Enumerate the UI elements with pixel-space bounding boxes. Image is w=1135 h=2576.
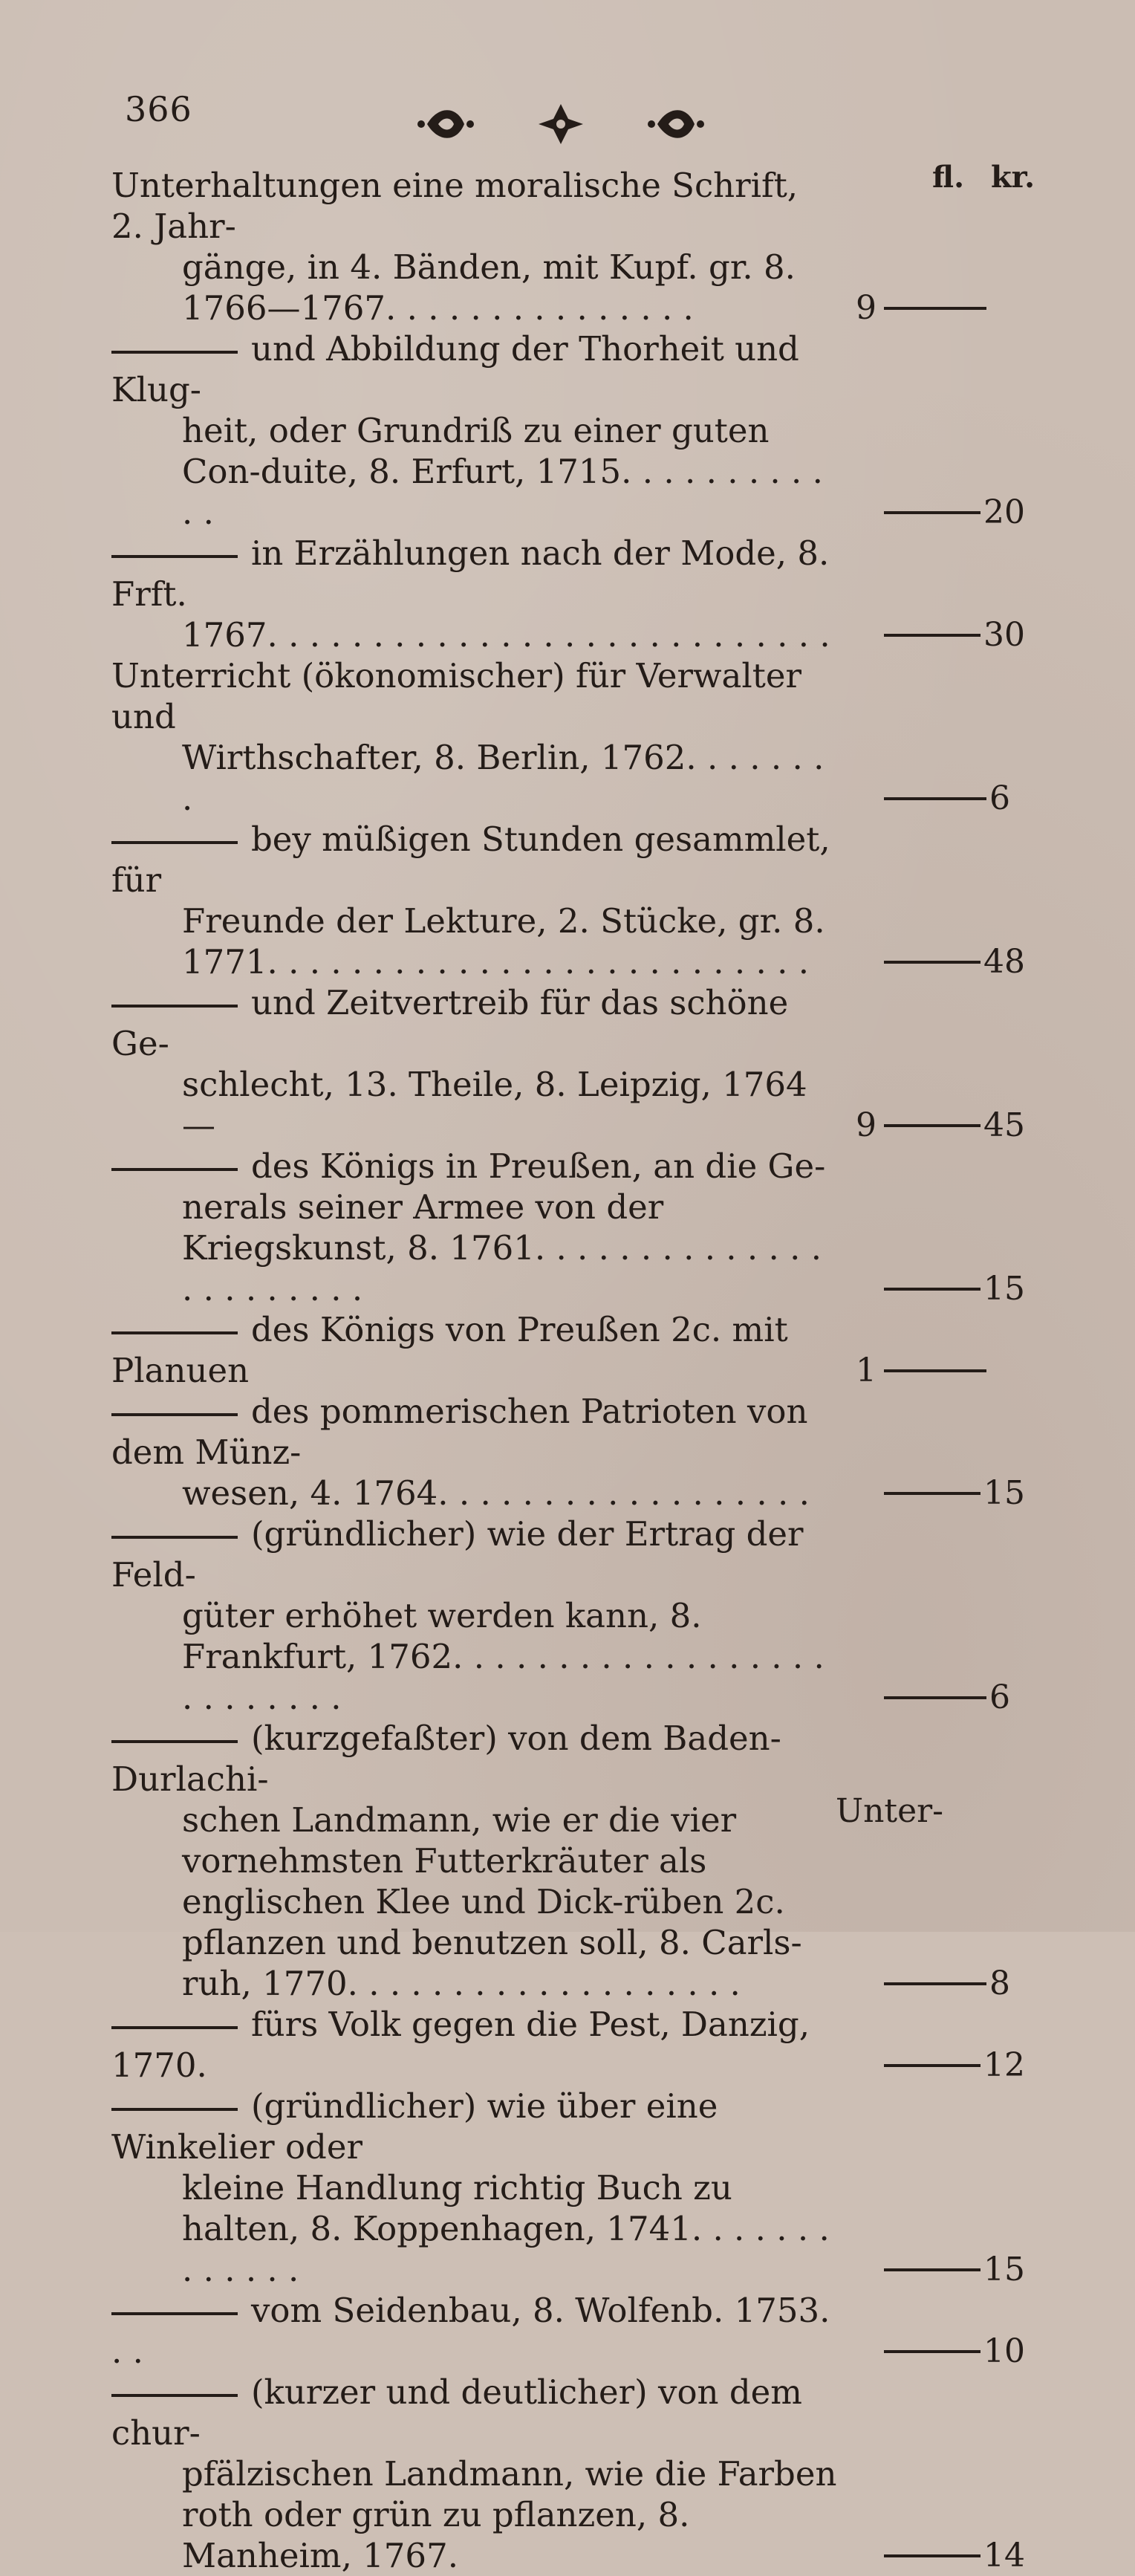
ditto-dash xyxy=(111,555,238,558)
entry-title: des Königs in Preußen, an die Ge- xyxy=(251,1146,826,1186)
catchword: Unter- xyxy=(836,1792,944,1830)
ditto-dash xyxy=(111,351,238,354)
entry-text xyxy=(111,1718,839,2004)
catalog-entry xyxy=(111,819,1025,982)
entry-continuation: güter erhöhet werden kann, 8. Frankfurt, 1762. . . . . . . . . . . . . . . . . . . . . . . . . . xyxy=(182,1596,825,1717)
ditto-dash xyxy=(111,1005,238,1008)
price-rule xyxy=(884,1288,980,1291)
catalog-entry xyxy=(111,2086,1025,2290)
entry-first-line xyxy=(111,166,798,246)
entry-text xyxy=(111,1391,839,1514)
entry-title: (gründlicher) wie über eine Winkelier oder xyxy=(111,2086,718,2167)
entry-price xyxy=(854,492,1025,533)
entry-text xyxy=(111,982,839,1146)
entry-continuation: Wirthschafter, 8. Berlin, 1762. . . . . . . . xyxy=(182,738,825,818)
price-florin: 1 xyxy=(856,1352,877,1389)
entry-title: Unterricht (ökonomischer) für Verwalter und xyxy=(111,656,801,736)
price-kreuzer: 6 xyxy=(989,1678,1010,1716)
currency-fl-label: fl. xyxy=(932,160,965,195)
entry-first-line xyxy=(111,1719,781,1799)
currency-kr-label: kr. xyxy=(990,160,1035,195)
entry-continuation: pfälzischen Landmann, wie die Farben roth oder grün zu pflanzen, 8. Manheim, 1767. xyxy=(182,2454,837,2575)
entry-title: des pommerischen Patrioten von dem Münz- xyxy=(111,1392,808,1472)
price-kreuzer: 20 xyxy=(983,493,1025,531)
price-kreuzer: 15 xyxy=(983,1270,1025,1308)
ditto-dash xyxy=(111,1331,238,1334)
price-kreuzer: 6 xyxy=(989,779,1010,817)
price-rule xyxy=(884,1124,980,1127)
entry-continuation: kleine Handlung richtig Buch zu halten, 8. Koppenhagen, 1741. . . . . . . . . . . . . xyxy=(182,2168,830,2289)
entry-text xyxy=(111,2086,839,2290)
ditto-dash xyxy=(111,2108,238,2111)
entry-first-line xyxy=(111,1146,825,1186)
entry-price xyxy=(854,1473,1025,1514)
printer-ornament xyxy=(412,98,732,150)
catalog-entry xyxy=(111,1309,1025,1391)
entry-price xyxy=(854,2331,1025,2372)
price-rule xyxy=(884,1369,986,1372)
entry-text xyxy=(111,2290,839,2372)
entry-title: in Erzählungen nach der Mode, 8. Frft. xyxy=(111,533,830,614)
entry-continuation: schen Landmann, wie er die vier vornehmsten Futterkräuter als englischen Klee und Dick-rüben 2c. pflanzen und benutzen soll, 8. Carls-ruh, 1770. . . . . . . . . . . . . . . . . . . xyxy=(182,1800,802,2003)
entry-continuation: wesen, 4. 1764. . . . . . . . . . . . . . . . . . xyxy=(182,1473,810,1513)
ditto-dash xyxy=(111,841,238,844)
entry-first-line xyxy=(111,533,829,614)
ditto-dash xyxy=(111,2026,238,2029)
price-rule xyxy=(884,961,980,964)
ditto-dash xyxy=(111,2394,238,2397)
catalog-entry xyxy=(111,1718,1025,2004)
entry-text xyxy=(111,819,839,982)
price-kreuzer: 12 xyxy=(983,2046,1025,2084)
entry-first-line xyxy=(111,2291,830,2371)
ditto-dash xyxy=(111,1740,238,1743)
catalog-entry xyxy=(111,328,1025,533)
catalog-entry xyxy=(111,655,1025,819)
entry-first-line xyxy=(111,2372,802,2453)
catalog-entry xyxy=(111,165,1025,328)
ditto-dash xyxy=(111,1413,238,1416)
price-rule xyxy=(884,2554,980,2557)
entry-title: fürs Volk gegen die Pest, Danzig, 1770. xyxy=(111,2005,810,2085)
entry-first-line xyxy=(111,983,788,1063)
price-kreuzer: 10 xyxy=(983,2332,1025,2370)
entry-title: vom Seidenbau, 8. Wolfenb. 1753. . . xyxy=(111,2291,830,2371)
catalog-entry xyxy=(111,1146,1025,1309)
price-kreuzer: 48 xyxy=(983,943,1025,981)
price-rule xyxy=(884,797,986,800)
catalog-entry xyxy=(111,2004,1025,2086)
catalog-entry xyxy=(111,1514,1025,1718)
entry-text xyxy=(111,1309,839,1391)
price-rule xyxy=(884,2350,980,2353)
entry-price xyxy=(854,288,1025,328)
entry-price xyxy=(854,1350,1025,1391)
entry-price xyxy=(854,2249,1025,2290)
price-rule xyxy=(884,307,986,310)
ditto-dash xyxy=(111,1536,238,1539)
entry-first-line xyxy=(111,820,830,900)
entry-price xyxy=(854,1963,1025,2004)
entry-first-line xyxy=(111,1310,788,1390)
entry-text xyxy=(111,328,839,533)
catalog-entry xyxy=(111,2290,1025,2372)
catalog-entries xyxy=(111,165,1025,2576)
entry-title: des Königs von Preußen 2c. mit Planuen xyxy=(111,1310,788,1390)
entry-text xyxy=(111,655,839,819)
entry-title: (kurzer und deutlicher) von dem chur- xyxy=(111,2372,802,2453)
price-rule xyxy=(884,1982,986,1985)
entry-price xyxy=(854,1268,1025,1309)
entry-text xyxy=(111,2372,839,2576)
entry-continuation: nerals seiner Armee von der Kriegskunst, 8. 1761. . . . . . . . . . . . . . . . . . . . . . . xyxy=(182,1187,822,1308)
entry-price xyxy=(854,2045,1025,2086)
entry-text xyxy=(111,1146,839,1309)
entry-text xyxy=(111,1514,839,1718)
entry-title: (gründlicher) wie der Ertrag der Feld- xyxy=(111,1514,804,1594)
price-kreuzer: 15 xyxy=(983,1474,1025,1512)
page-number: 366 xyxy=(125,89,192,129)
catalog-entry xyxy=(111,1391,1025,1514)
entry-price xyxy=(854,614,1025,655)
entry-first-line xyxy=(111,329,799,409)
catalog-entry xyxy=(111,2372,1025,2576)
entry-price xyxy=(854,2535,1025,2576)
entry-continuation: Freunde der Lekture, 2. Stücke, gr. 8. 1771. . . . . . . . . . . . . . . . . . . . . . . . . . xyxy=(182,901,825,982)
price-kreuzer: 15 xyxy=(983,2251,1025,2288)
price-florin: 9 xyxy=(856,1106,877,1144)
price-rule xyxy=(884,1696,986,1699)
price-kreuzer: 45 xyxy=(983,1106,1025,1144)
price-kreuzer: 8 xyxy=(989,1965,1010,2002)
entry-first-line xyxy=(111,1392,807,1472)
price-kreuzer: 14 xyxy=(983,2537,1025,2575)
entry-continuation: schlecht, 13. Theile, 8. Leipzig, 1764— xyxy=(182,1065,807,1145)
entry-first-line xyxy=(111,1514,804,1594)
entry-title: und Abbildung der Thorheit und Klug- xyxy=(111,329,799,409)
price-rule xyxy=(884,1492,980,1495)
entry-continuation: 1767. . . . . . . . . . . . . . . . . . . . . . . . . . . xyxy=(182,615,830,655)
entry-text xyxy=(111,2004,839,2086)
entry-continuation: gänge, in 4. Bänden, mit Kupf. gr. 8. 1766—1767. . . . . . . . . . . . . . . xyxy=(182,247,796,328)
catalog-entry xyxy=(111,533,1025,655)
entry-continuation: heit, oder Grundriß zu einer guten Con-duite, 8. Erfurt, 1715. . . . . . . . . . . . xyxy=(182,411,823,532)
entry-text xyxy=(111,165,839,328)
entry-first-line xyxy=(111,2086,718,2167)
price-rule xyxy=(884,511,980,514)
entry-price xyxy=(854,1677,1025,1718)
price-rule xyxy=(884,2268,980,2271)
price-rule xyxy=(884,634,980,637)
entry-title: Unterhaltungen eine moralische Schrift, 2. Jahr- xyxy=(111,166,799,246)
entry-price xyxy=(854,941,1025,982)
price-rule xyxy=(884,2064,980,2067)
entry-text xyxy=(111,533,839,655)
entry-price xyxy=(854,1105,1025,1146)
ditto-dash xyxy=(111,2312,238,2315)
price-florin: 9 xyxy=(856,289,877,327)
catalog-entry xyxy=(111,982,1025,1146)
entry-title: (kurzgefaßter) von dem Baden-Durlachi- xyxy=(111,1719,781,1799)
entry-title: und Zeitvertreib für das schöne Ge- xyxy=(111,983,789,1063)
ditto-dash xyxy=(111,1168,238,1171)
entry-title: bey müßigen Stunden gesammlet, für xyxy=(111,820,830,900)
entry-price xyxy=(854,778,1025,819)
entry-first-line xyxy=(111,2005,810,2085)
price-kreuzer: 30 xyxy=(983,616,1025,654)
entry-first-line xyxy=(111,656,801,736)
